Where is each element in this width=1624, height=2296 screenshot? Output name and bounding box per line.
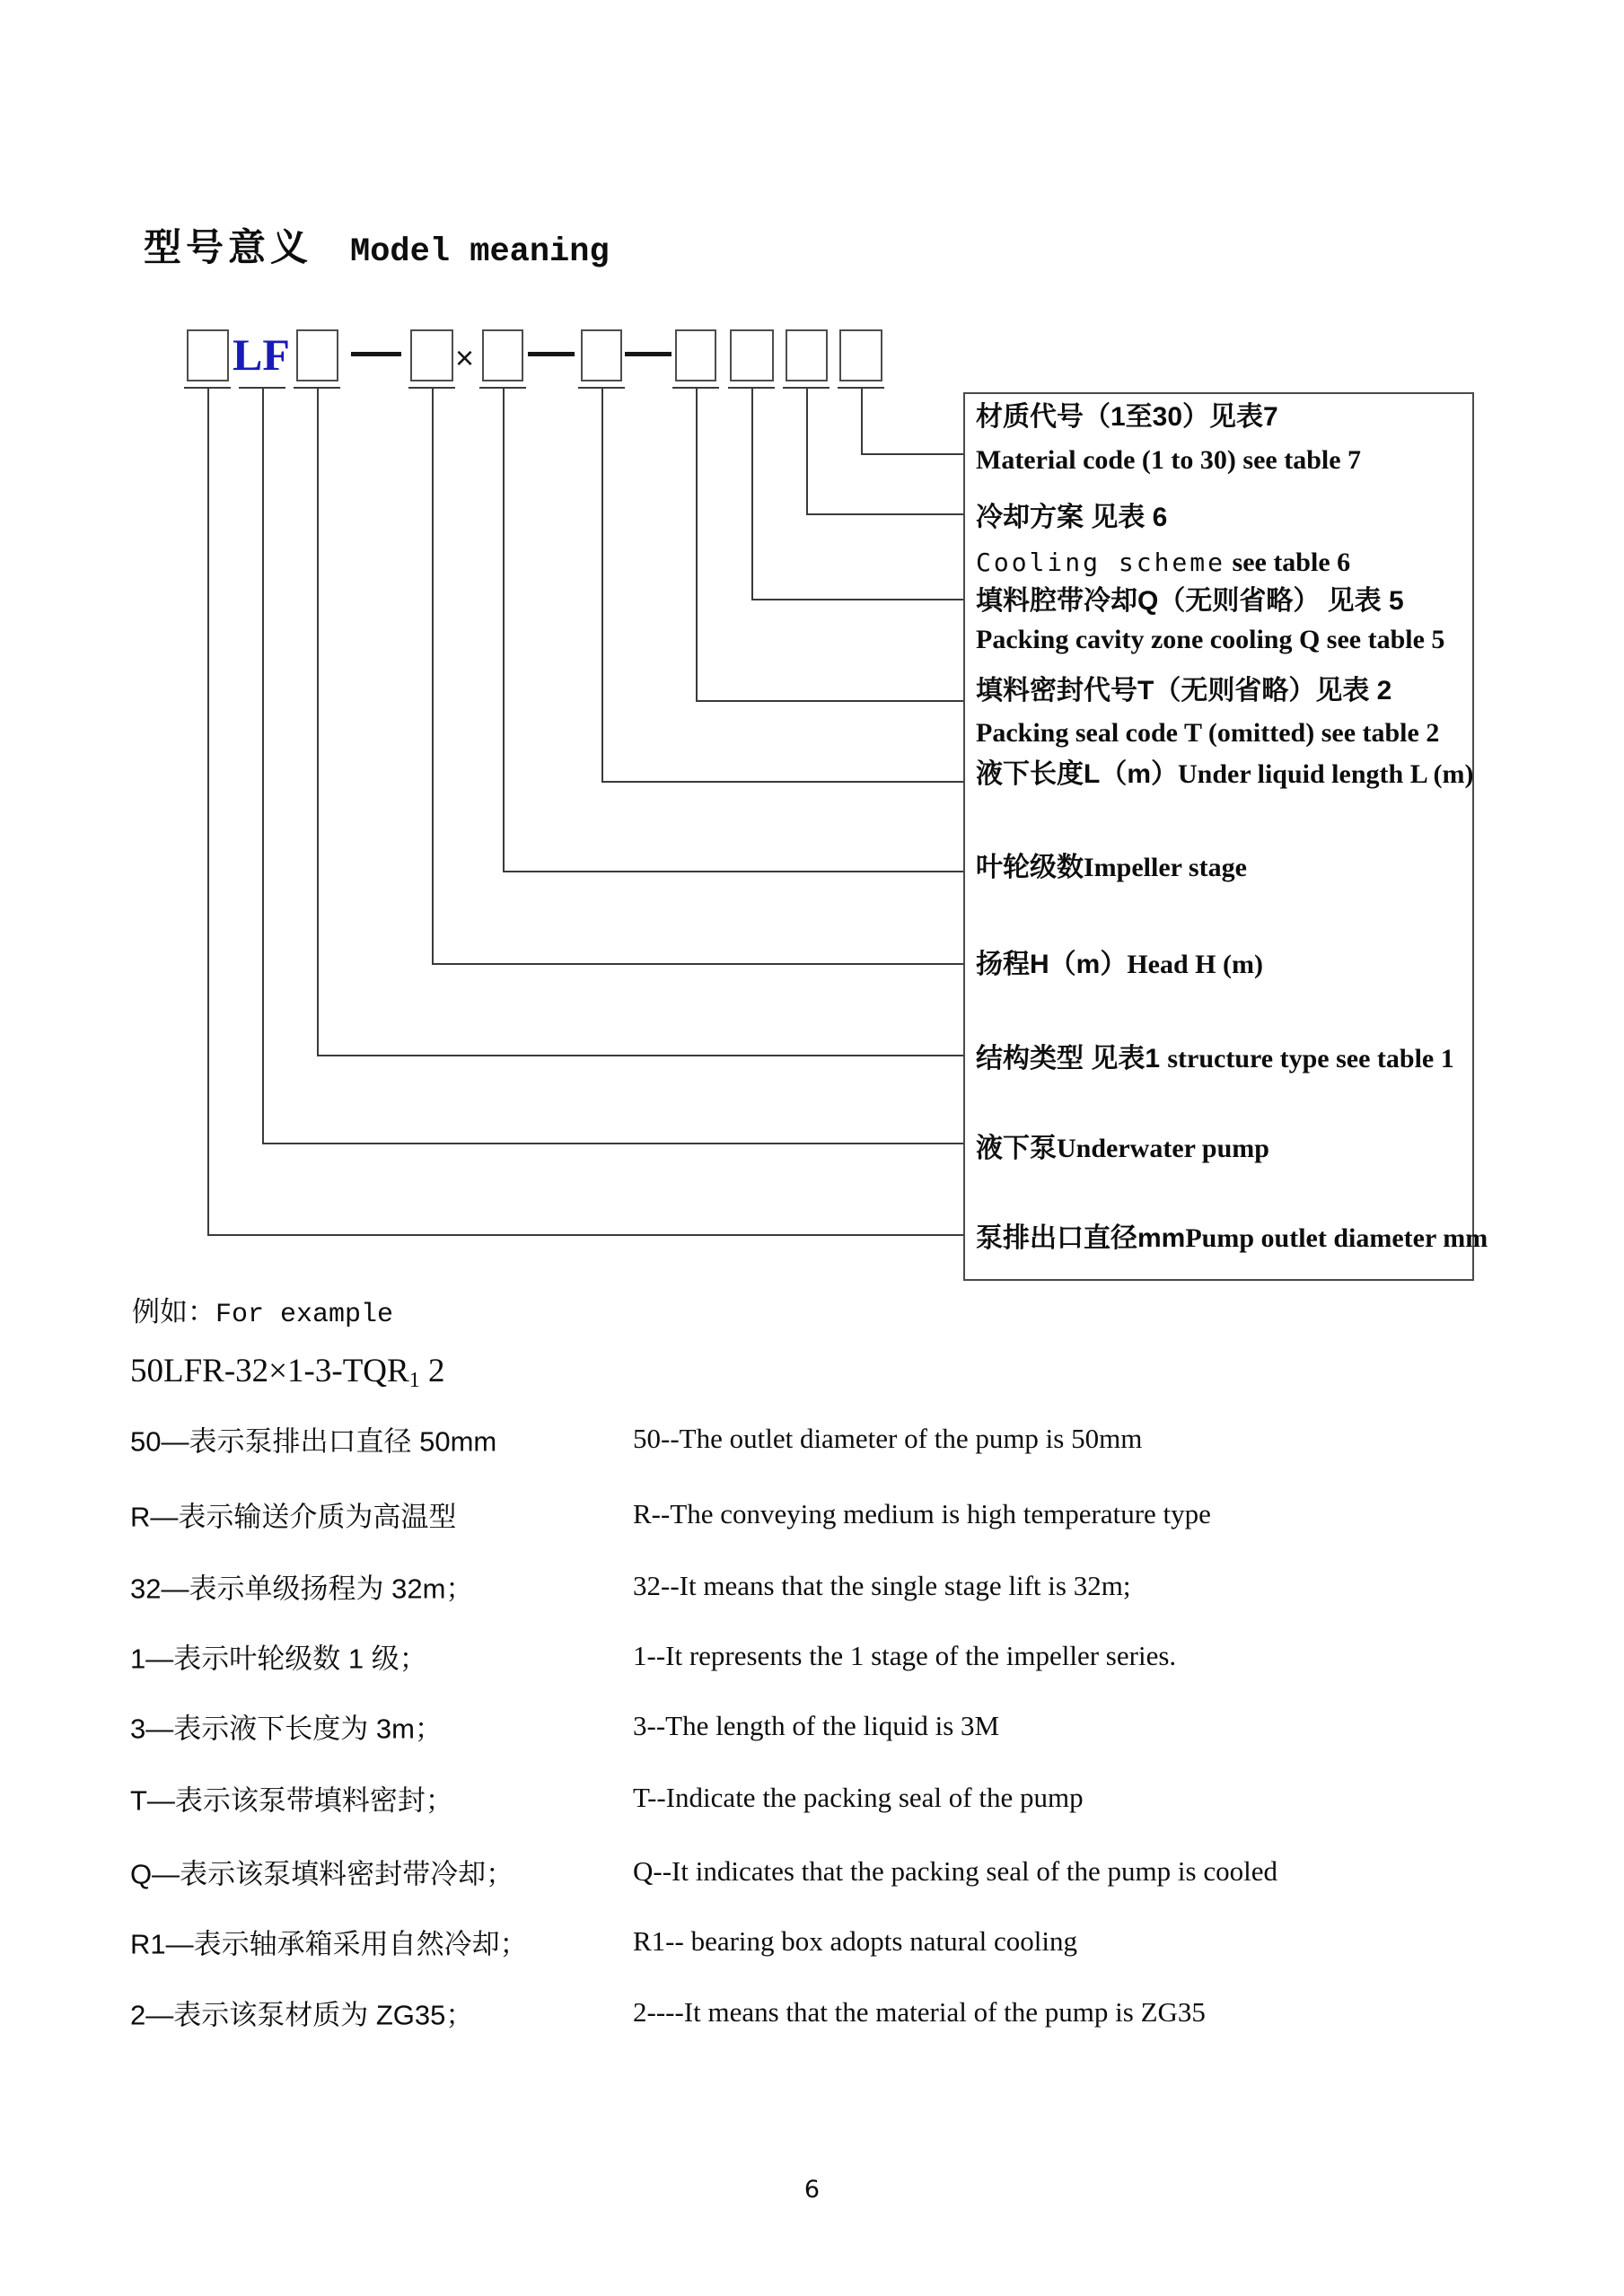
separator-dash-1 bbox=[351, 352, 401, 356]
diagram-label-material-code-line1 bbox=[976, 404, 1278, 431]
diagram-label-material-code-text: 材质代号（1至30）见表7 bbox=[976, 402, 1278, 432]
page-number: 6 bbox=[803, 2176, 821, 2204]
diagram-label-impeller-stage-text: 叶轮级数 bbox=[976, 853, 1084, 882]
example-row-8-en: R1-- bearing box adopts natural cooling bbox=[633, 1925, 1078, 1957]
example-row-1-zh: 50—表示泵排出口直径 50mm bbox=[130, 1425, 497, 1458]
diagram-label-packing-seal-code-line1 bbox=[976, 678, 1391, 705]
diagram-label-packing-seal-code-line2 bbox=[976, 720, 1439, 747]
example-row-4-zh: 1—表示叶轮级数 1 级； bbox=[130, 1643, 427, 1675]
example-row-2-en: R--The conveying medium is high temperature type bbox=[633, 1498, 1211, 1529]
model-prefix-lf: LF bbox=[233, 329, 290, 380]
connector-vline-head bbox=[432, 389, 434, 963]
model-box-packing-cavity-cooling bbox=[730, 329, 774, 381]
diagram-label-underwater-pump-text: 液下泵 bbox=[976, 1134, 1057, 1163]
example-row-6-en: T--Indicate the packing seal of the pump bbox=[633, 1782, 1084, 1813]
diagram-label-head-line1 bbox=[976, 951, 1263, 978]
diagram-label-under-liquid-length-text: Under liquid length L (m) bbox=[1178, 759, 1474, 789]
diagram-label-under-liquid-length-text: 液下长度L（m） bbox=[976, 759, 1178, 789]
connector-hline-cooling-scheme bbox=[806, 513, 965, 515]
diagram-label-cooling-scheme-text: see table 6 bbox=[1225, 548, 1351, 577]
page-title-en: Model meaning bbox=[350, 233, 610, 271]
model-box-material-code bbox=[839, 329, 882, 381]
model-box-impeller-stage bbox=[482, 329, 523, 381]
diagram-label-structure-type-line1 bbox=[976, 1046, 1454, 1073]
separator-dash-2 bbox=[528, 352, 575, 356]
example-row-2-zh: R—表示输送介质为高温型 bbox=[130, 1501, 457, 1533]
connector-hline-pump-outlet-diameter bbox=[207, 1234, 965, 1236]
connector-vline-underwater-pump bbox=[262, 389, 264, 1143]
diagram-label-pump-outlet-diameter-text: Pump outlet diameter mm bbox=[1185, 1223, 1488, 1253]
diagram-label-packing-cavity-cooling-line2 bbox=[976, 627, 1444, 653]
model-box-under-liquid-length bbox=[581, 329, 622, 381]
example-row-5-zh: 3—表示液下长度为 3m； bbox=[130, 1713, 443, 1745]
example-model-base: 50LFR-32×1-3-TQR bbox=[130, 1353, 409, 1389]
diagram-label-underwater-pump-line1 bbox=[976, 1135, 1269, 1162]
diagram-label-underwater-pump-text: Underwater pump bbox=[1057, 1134, 1269, 1163]
diagram-label-packing-seal-code-text: 填料密封代号T（无则省略）见表 2 bbox=[976, 676, 1392, 705]
example-row-6-zh: T—表示该泵带填料密封； bbox=[130, 1784, 453, 1817]
diagram-label-pump-outlet-diameter-text: 泵排出口直径mm bbox=[976, 1223, 1186, 1253]
connector-hline-material-code bbox=[861, 453, 965, 455]
diagram-label-packing-cavity-cooling-text: Packing cavity zone cooling Q see table 5 bbox=[976, 625, 1445, 654]
connector-hline-structure-type bbox=[317, 1055, 965, 1056]
model-box-outlet-diameter bbox=[187, 329, 229, 381]
diagram-label-packing-cavity-cooling-text: 填料腔带冷却Q（无则省略） 见表 5 bbox=[976, 586, 1404, 616]
separator-dash-3 bbox=[625, 352, 672, 356]
connector-vline-packing-cavity-cooling bbox=[751, 389, 753, 599]
diagram-label-cooling-scheme-text: 冷却方案 见表 6 bbox=[976, 503, 1168, 532]
example-row-3-zh: 32—表示单级扬程为 32m； bbox=[130, 1573, 474, 1605]
connector-hline-under-liquid-length bbox=[601, 781, 965, 783]
diagram-label-under-liquid-length-line1 bbox=[976, 761, 1474, 788]
diagram-label-head-text: Head H (m) bbox=[1127, 950, 1263, 979]
connector-vline-pump-outlet-diameter bbox=[207, 389, 209, 1234]
diagram-label-material-code-text: Material code (1 to 30) see table 7 bbox=[976, 445, 1362, 475]
example-row-7-en: Q--It indicates that the packing seal of the pump is cooled bbox=[633, 1855, 1277, 1887]
example-row-9-en: 2----It means that the material of the pump is ZG35 bbox=[633, 1996, 1206, 2028]
example-model-code bbox=[130, 1352, 444, 1393]
example-model-subscript: 1 bbox=[408, 1369, 420, 1392]
model-box-cooling-scheme bbox=[786, 329, 828, 381]
connector-hline-underwater-pump bbox=[262, 1143, 965, 1144]
connector-vline-packing-seal-code bbox=[696, 389, 698, 700]
connector-vline-impeller-stage bbox=[503, 389, 505, 871]
example-heading-zh: 例如： bbox=[132, 1296, 215, 1328]
diagram-label-cooling-scheme-text: Cooling scheme bbox=[976, 548, 1226, 577]
example-heading bbox=[132, 1289, 393, 1330]
example-model-tail: 2 bbox=[419, 1353, 445, 1389]
page-title-zh: 型号意义 bbox=[144, 226, 313, 268]
model-box-packing-seal-code bbox=[675, 329, 716, 381]
diagram-label-structure-type-text: structure type see table 1 bbox=[1167, 1044, 1454, 1074]
example-row-9-zh: 2—表示该泵材质为 ZG35； bbox=[130, 1999, 474, 2031]
diagram-label-material-code-line2 bbox=[976, 447, 1361, 474]
diagram-label-pump-outlet-diameter-line1 bbox=[976, 1225, 1488, 1252]
example-row-8-zh: R1—表示轴承箱采用自然冷却； bbox=[130, 1928, 528, 1960]
diagram-label-head-text: 扬程H（m） bbox=[976, 950, 1128, 979]
connector-vline-cooling-scheme bbox=[806, 389, 808, 513]
example-row-4-en: 1--It represents the 1 stage of the impeller series. bbox=[633, 1640, 1177, 1671]
connector-hline-packing-seal-code bbox=[696, 700, 965, 702]
model-box-structure-type bbox=[296, 329, 338, 381]
connector-hline-packing-cavity-cooling bbox=[751, 599, 965, 600]
example-heading-en: For example bbox=[215, 1300, 394, 1330]
diagram-label-cooling-scheme-line1 bbox=[976, 504, 1167, 531]
diagram-label-impeller-stage-text: Impeller stage bbox=[1084, 853, 1247, 882]
example-row-3-en: 32--It means that the single stage lift is 32m; bbox=[633, 1570, 1131, 1601]
connector-vline-material-code bbox=[861, 389, 863, 453]
model-box-head bbox=[410, 329, 453, 381]
page-title bbox=[144, 218, 610, 272]
connector-vline-under-liquid-length bbox=[601, 389, 603, 781]
example-row-1-en: 50--The outlet diameter of the pump is 50mm bbox=[633, 1423, 1143, 1454]
connector-hline-impeller-stage bbox=[503, 871, 965, 872]
connector-hline-head bbox=[432, 963, 965, 965]
connector-vline-structure-type bbox=[317, 389, 319, 1055]
diagram-label-packing-cavity-cooling-line1 bbox=[976, 588, 1404, 615]
diagram-label-impeller-stage-line1 bbox=[976, 854, 1247, 881]
example-row-7-zh: Q—表示该泵填料密封带冷却； bbox=[130, 1858, 514, 1890]
diagram-label-structure-type-text: 结构类型 见表1 bbox=[976, 1044, 1168, 1074]
diagram-label-packing-seal-code-text: Packing seal code T (omitted) see table 2 bbox=[976, 718, 1440, 748]
separator-times: × bbox=[455, 339, 475, 376]
diagram-label-cooling-scheme-line2 bbox=[976, 549, 1350, 576]
example-row-5-en: 3--The length of the liquid is 3M bbox=[633, 1710, 1000, 1741]
